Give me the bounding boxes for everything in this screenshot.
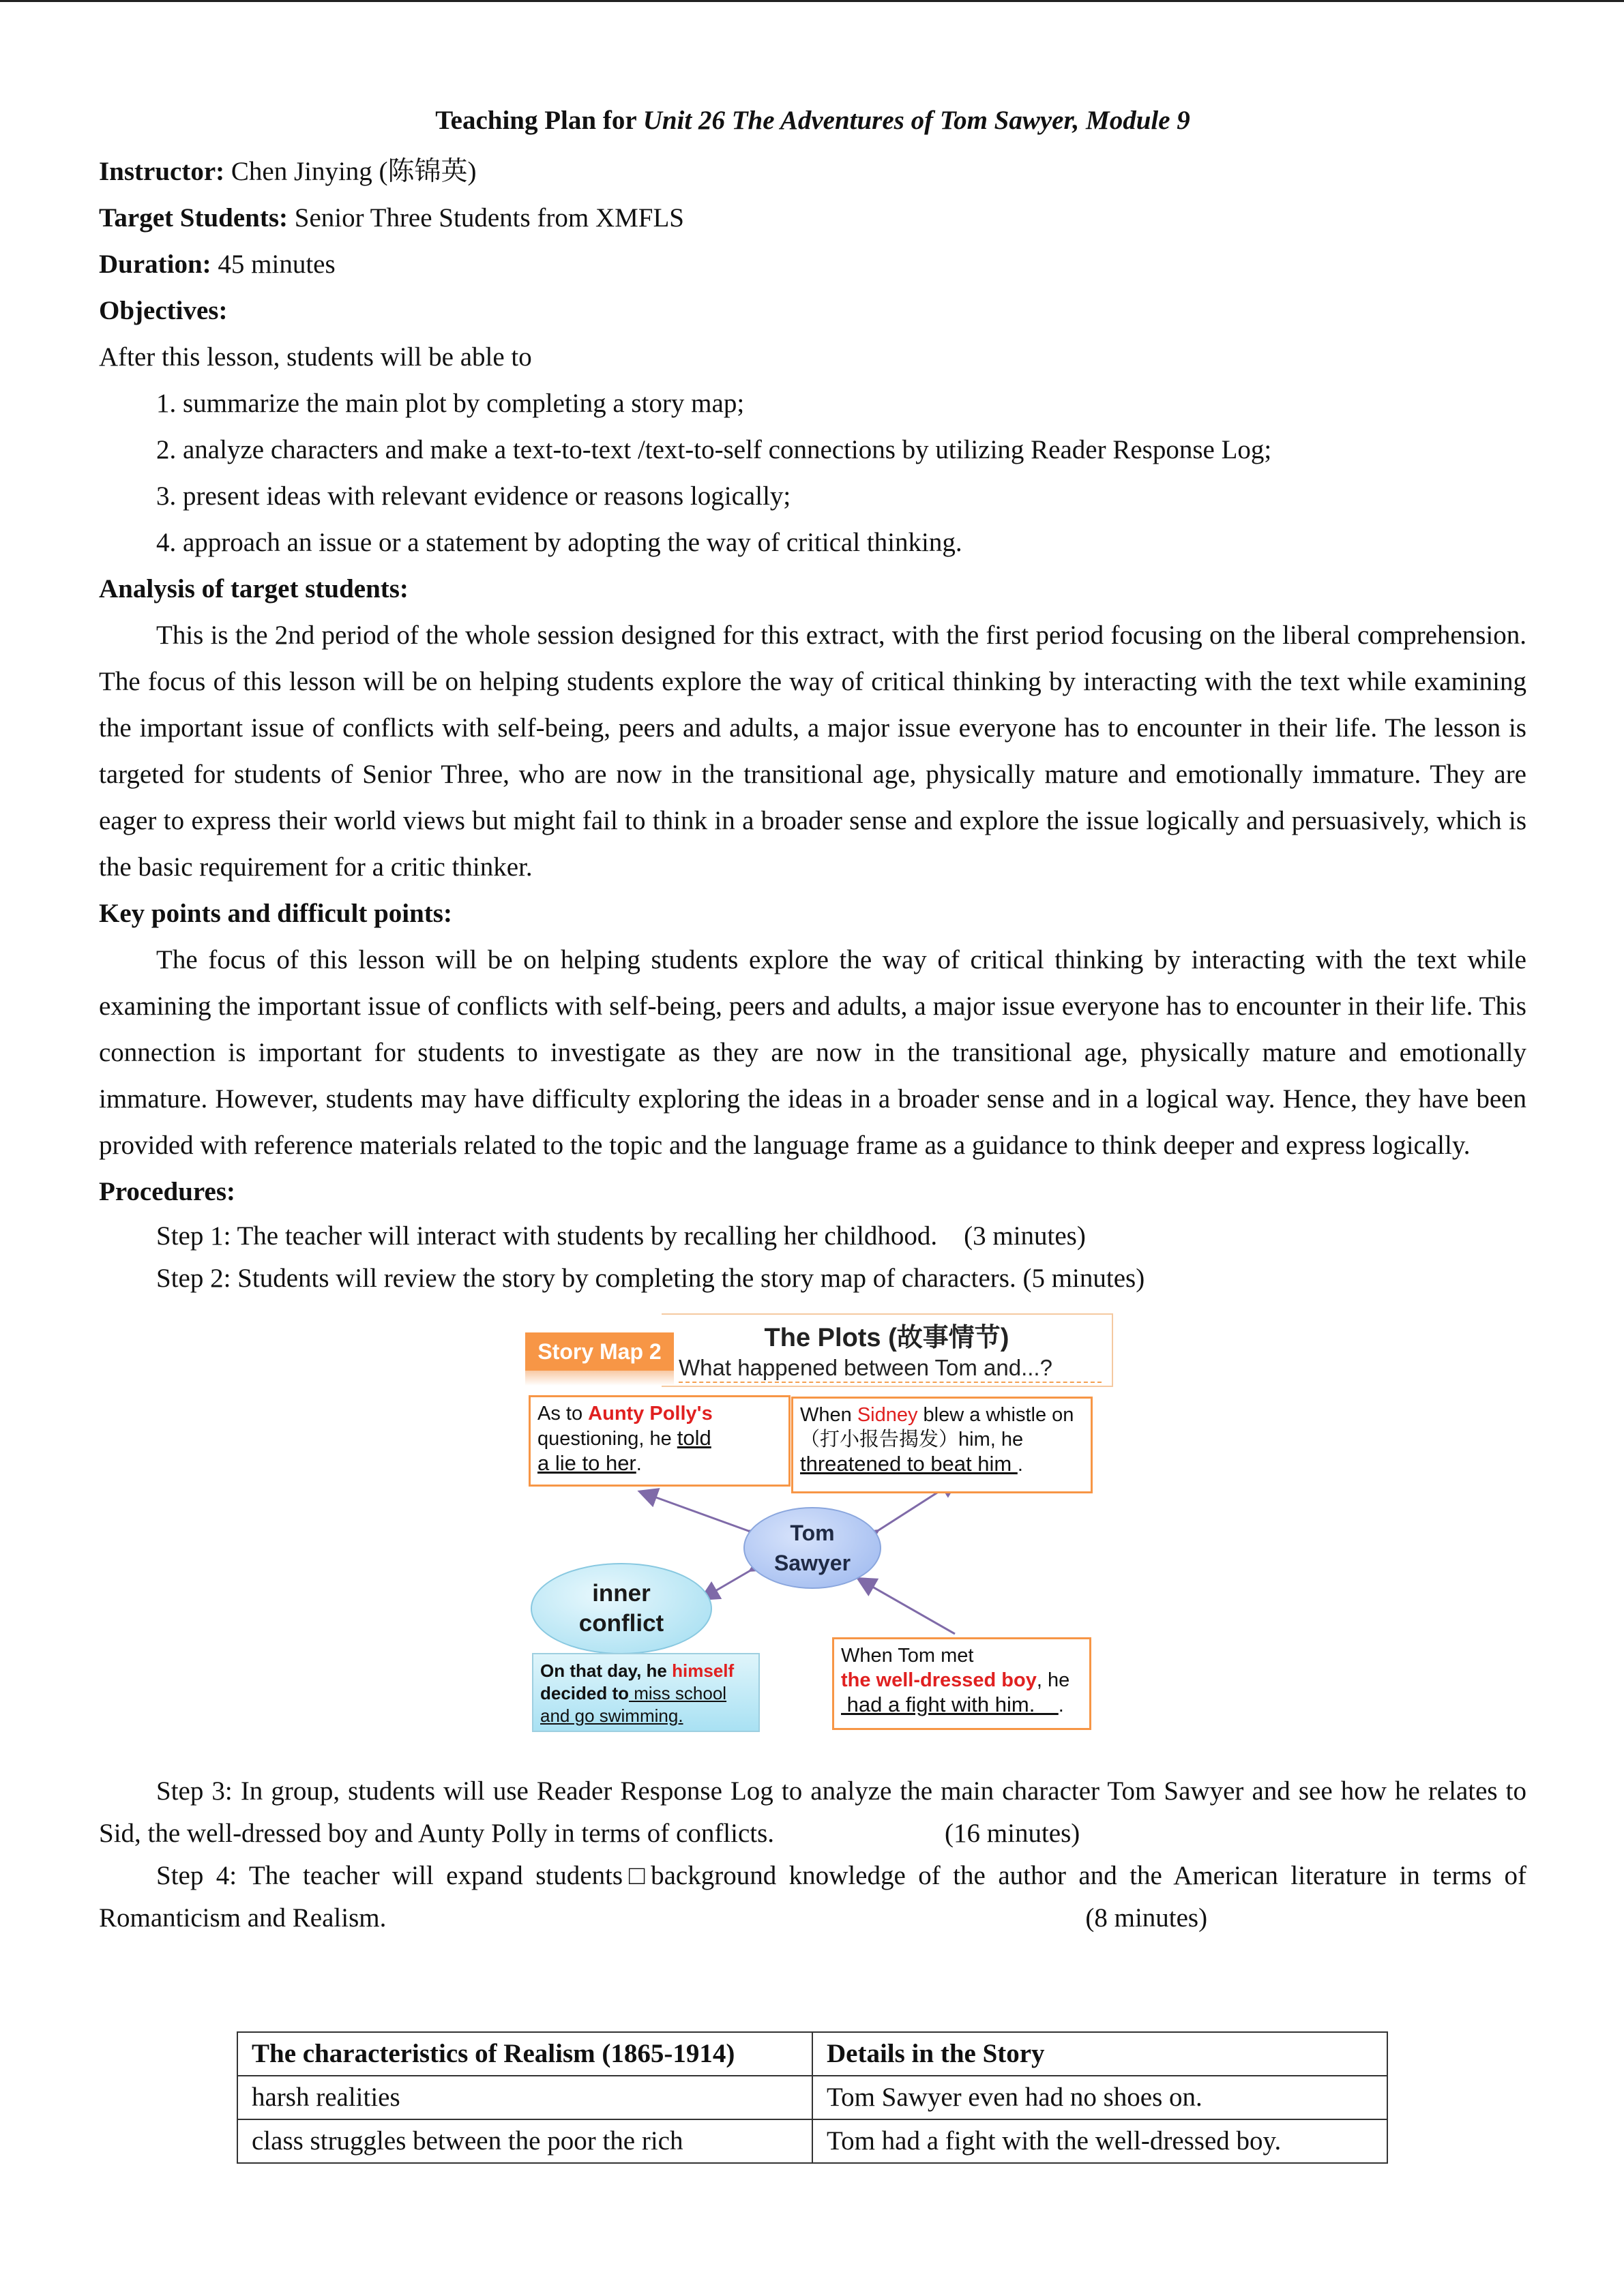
inner-conflict-box: On that day, he himself decided to miss school and go swimming. <box>532 1653 760 1732</box>
table-header-cell: The characteristics of Realism (1865-1914) <box>237 2032 812 2076</box>
objective-item: 3. present ideas with relevant evidence or reasons logically; <box>156 481 791 511</box>
tom-sawyer-ellipse: Tom Sawyer <box>743 1507 881 1589</box>
target-students-line <box>99 195 1526 241</box>
keypoints-paragraph: The focus of this lesson will be on helping students explore the way of critical thinking by interacting with the text while examining the important issue of conflicts with self-being, peers and adults, a major issue everyone has to encounter in their life. This connection is important for students to investigate as they are now in the transitional age, physically mature and emotionally immature. However, students may have difficulty exploring the ideas in a broader sense and in a logical way. Hence, they have been provided with reference materials related to the topic and the language frame as a guidance to think deeper and express logically. <box>99 945 1526 1160</box>
procedure-step-4: Step 4: The teacher will expand students□background knowledge of the author and the American literature in terms of Romanticism and Realism. (8 minutes) <box>99 1861 1526 1933</box>
target-value: Senior Three Students from XMFLS <box>288 203 685 233</box>
procedure-step-1: Step 1: The teacher will interact with students by recalling her childhood. (3 minutes) <box>156 1221 1086 1251</box>
objective-item: 4. approach an issue or a statement by adopting the way of critical thinking. <box>156 528 962 557</box>
sidney-box: When Sidney blew a whistle on（打小报告揭发）him, he threatened to beat him . <box>791 1397 1093 1493</box>
objective-item: 1. summarize the main plot by completing a story map; <box>156 389 745 418</box>
instructor-label: Instructor: <box>99 157 225 186</box>
table-row <box>237 2076 1387 2119</box>
document-page <box>99 102 1526 2164</box>
aunty-polly-box: As to Aunty Polly's questioning, he told a lie to her. <box>529 1395 791 1487</box>
duration-value: 45 minutes <box>211 250 336 279</box>
aunty-polly-name: Aunty Polly's <box>588 1403 713 1425</box>
table-cell: class struggles between the poor the rich <box>237 2119 812 2163</box>
sidney-name: Sidney <box>857 1404 918 1426</box>
top-border-line <box>0 0 1624 2</box>
instructor-line <box>99 149 1526 195</box>
duration-line <box>99 241 1526 288</box>
instructor-value: Chen Jinying (陈锦英) <box>224 157 477 186</box>
himself-word: himself <box>672 1660 735 1681</box>
table-cell: Tom had a fight with the well-dressed boy. <box>812 2119 1387 2163</box>
procedure-step-2: Step 2: Students will review the story by completing the story map of characters. (5 minutes) <box>156 1264 1145 1293</box>
objectives-intro: After this lesson, students will be able to <box>99 342 532 372</box>
title-prefix: Teaching Plan for <box>435 106 643 135</box>
story-map-badge: Story Map 2 <box>525 1332 674 1371</box>
step-3-duration: (16 minutes) <box>945 1819 1080 1848</box>
target-label: Target Students: <box>99 203 288 233</box>
analysis-paragraph: This is the 2nd period of the whole session designed for this extract, with the first period focusing on the liberal comprehension. The focus of this lesson will be on helping students explore the way of critical thinking by interacting with the text while examining the important issue of conflicts with self-being, peers and adults, a major issue everyone has to encounter in their life. The lesson is targeted for students of Senior Three, who are now in the transitional age, physically mature and emotionally immature. They are eager to express their world views but might fail to think in a broader sense and explore the issue logically and persuasively, which is the basic requirement for a critic thinker. <box>99 621 1526 882</box>
table-header-cell: Details in the Story <box>812 2032 1387 2076</box>
step-4-duration: (8 minutes) <box>1085 1903 1208 1933</box>
procedures-heading: Procedures: <box>99 1177 236 1206</box>
duration-label: Duration: <box>99 250 211 279</box>
well-dressed-boy-name: the well-dressed boy <box>841 1669 1037 1691</box>
arrow-to-aunty-polly <box>641 1492 750 1532</box>
objective-item: 2. analyze characters and make a text-to-text /text-to-self connections by utilizing Reader Response Log; <box>156 435 1272 464</box>
title-unit: Unit 26 The Adventures of Tom Sawyer, Module 9 <box>643 106 1190 135</box>
analysis-heading: Analysis of target students: <box>99 574 409 603</box>
objectives-heading: Objectives: <box>99 296 228 325</box>
table-cell: Tom Sawyer even had no shoes on. <box>812 2076 1387 2119</box>
realism-table <box>237 2031 1388 2164</box>
table-cell: harsh realities <box>237 2076 812 2119</box>
well-dressed-boy-box: When Tom met the well-dressed boy, he had a fight with him. . <box>832 1637 1091 1730</box>
keypoints-heading: Key points and difficult points: <box>99 899 452 928</box>
page-title <box>99 102 1526 139</box>
story-map-figure <box>525 1313 1112 1757</box>
table-header-row <box>237 2032 1387 2076</box>
inner-conflict-ellipse: inner conflict <box>531 1563 712 1654</box>
plots-title: The Plots (故事情节) <box>764 1324 1009 1352</box>
plots-subtitle: What happened between Tom and...? <box>679 1354 1102 1383</box>
arrow-to-well-dressed-boy <box>859 1579 955 1634</box>
procedure-step-3: Step 3: In group, students will use Reader Response Log to analyze the main character Tom Sawyer and see how he relates to Sid, the well-dressed boy and Aunty Polly in terms of conflicts. (16 minutes) <box>99 1776 1526 1848</box>
table-row <box>237 2119 1387 2163</box>
